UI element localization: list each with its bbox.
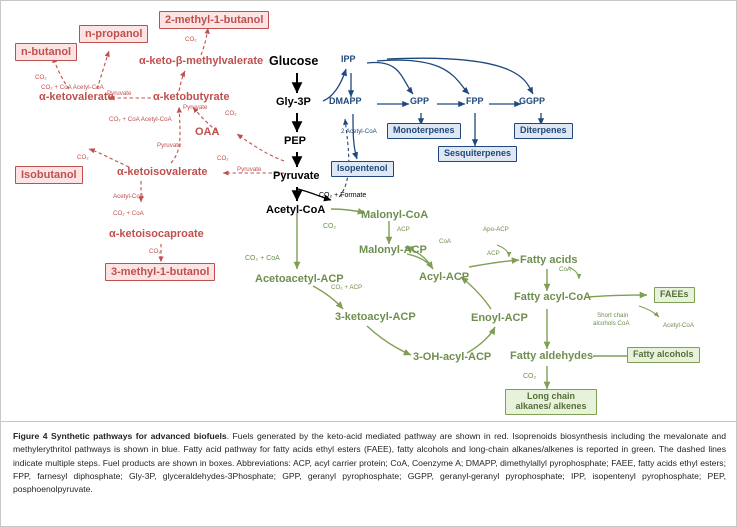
- node-ipp: IPP: [341, 54, 356, 64]
- edge-label-pyruvate-3: Pyruvate: [237, 166, 262, 173]
- edge-label-apo-acp: Apo-ACP: [483, 226, 509, 233]
- pathway-diagram: [1, 1, 737, 419]
- node-oaa: OAA: [195, 126, 220, 138]
- product-n-butanol: n-butanol: [15, 43, 77, 61]
- edge-label-acetyl-coa-small: Acetyl-CoA: [113, 193, 144, 200]
- product-monoterpenes: Monoterpenes: [387, 123, 461, 139]
- edge-label-co2-c: CO₂: [225, 110, 237, 117]
- product-fatty-alcohols: Fatty alcohols: [627, 347, 700, 363]
- product-isobutanol: Isobutanol: [15, 166, 83, 184]
- figure-caption: [1, 421, 737, 527]
- edge-label-acp: ACP: [397, 226, 410, 233]
- edge-label-2-acetyl-coa: 2 Acetyl-CoA: [341, 128, 377, 135]
- node-keto-beta-methylvalerate: α-keto-β-methylvalerate: [139, 55, 264, 67]
- node-acetyl-coa: Acetyl-CoA: [266, 204, 326, 216]
- edge-label-co2-acp: CO₂ + ACP: [331, 284, 363, 291]
- edge-label-co2-coa-acetylcoa-2: CO₂ + CoA Acetyl-CoA: [109, 116, 172, 123]
- edge-label-co2-d: CO₂: [217, 155, 229, 162]
- node-pep: PEP: [284, 135, 307, 147]
- edge-label-acp-2: ACP: [487, 250, 500, 257]
- edge-label-pyruvate-2: Pyruvate: [157, 142, 182, 149]
- product-sesquiterpenes: Sesquiterpenes: [438, 146, 517, 162]
- edge-label-co2-g: CO₂: [523, 373, 537, 380]
- edge-label-co2-coa-2: CO₂ + CoA: [245, 255, 280, 262]
- caption-body: . Fuels generated by the keto-acid mediated pathway are shown in red. Isoprenoids biosynthesis including the mevalonate and methylerythritol pathways is shown in blue. Fatty acid pathway for fatty acids ethyl esters (FAEE), fatty alcohols and long-chain alkanes/alkenes is reported in green. The dashed lines indicate multiple steps. Fuel products are shown in boxes. Abbreviations: ACP, acyl carrier protein; CoA, Coenzyme A; DMAPP, dimethylallyl pyrophosphate; FAEE, fatty acids ethyl esters; FPP, farnesyl diphosphate; Gly-3P, glyceraldehydes-3Phosphate; GPP, geranyl pyrophosphate; GGPP, geranyl-geranyl pyrophosphate; IPP, isopentenyl pyrophosphate; PEP, posphoenolpyruvate.: [13, 431, 726, 495]
- product-long-chain-alkanes-alkenes: [505, 389, 597, 415]
- edge-label-pyruvate-1: Pyruvate: [107, 90, 132, 97]
- node-fatty-acyl-coa: Fatty acyl-CoA: [514, 291, 592, 303]
- edge-label-acetyl-coa-3: Acetyl-CoA: [663, 322, 694, 329]
- edge-label-co2-formate: CO₂ + Formate: [319, 192, 367, 199]
- node-ggpp: GGPP: [519, 96, 546, 106]
- node-acyl-acp: Acyl-ACP: [419, 271, 470, 283]
- node-malonyl-coa: Malonyl-CoA: [361, 209, 429, 221]
- edge-label-co2-f: CO₂: [323, 223, 337, 230]
- node-gly3p: Gly-3P: [276, 96, 311, 108]
- product-2-methyl-1-butanol: 2-methyl-1-butanol: [159, 11, 269, 29]
- edge-label-co2-isobutanol: CO₂: [77, 154, 89, 161]
- product-isopentenol: Isopentenol: [331, 161, 394, 177]
- product-faees: FAEEs: [654, 287, 695, 303]
- node-ketoisocaproate: α-ketoisocaproate: [109, 228, 204, 240]
- node-enoyl-acp: Enoyl-ACP: [471, 312, 528, 324]
- edge-label-co2-coa: CO₂ + CoA: [113, 210, 144, 217]
- edge-label-alcohols-coa: alcohols CoA: [593, 320, 630, 327]
- node-fatty-acids: Fatty acids: [520, 254, 578, 266]
- caption-title: Synthetic pathways for advanced biofuels: [50, 431, 227, 441]
- node-pyruvate: Pyruvate: [273, 170, 320, 182]
- node-gpp: GPP: [410, 96, 430, 106]
- product-diterpenes: Diterpenes: [514, 123, 573, 139]
- product-n-propanol: n-propanol: [79, 25, 148, 43]
- edge-label-pyruvate-ketobutyrate: Pyruvate: [183, 104, 208, 111]
- node-fpp: FPP: [466, 96, 484, 106]
- long-chain-line-2: alkanes/ alkenes: [515, 400, 587, 411]
- node-ketoisovalerate: α-ketoisovalerate: [117, 166, 208, 178]
- node-fatty-aldehydes: Fatty aldehydes: [510, 350, 594, 362]
- long-chain-line-1: Long chain: [527, 391, 575, 401]
- node-malonyl-acp: Malonyl-ACP: [359, 244, 427, 256]
- node-dmapp: DMAPP: [329, 96, 362, 106]
- node-acetoacetyl-acp: Acetoacetyl-ACP: [255, 273, 344, 285]
- node-ketovalerate: α-ketovalerate: [39, 91, 114, 103]
- product-3-methyl-1-butanol: 3-methyl-1-butanol: [105, 263, 215, 281]
- edge-label-short-chain: Short chain: [597, 312, 629, 319]
- node-glucose: Glucose: [269, 54, 319, 68]
- node-ketobutyrate: α-ketobutyrate: [153, 91, 230, 103]
- edge-label-co2-b: CO₂: [185, 36, 197, 43]
- node-3-ketoacyl-acp: 3-ketoacyl-ACP: [335, 311, 416, 323]
- edge-label-co2-a: CO₂: [35, 74, 47, 81]
- edge-label-co2-coa-acetylcoa: CO₂ + CoA Acetyl-CoA: [41, 84, 104, 91]
- edge-label-co2-e: CO₂: [149, 248, 161, 255]
- edge-label-coa-2: CoA: [559, 266, 572, 273]
- node-3-oh-acyl-acp: 3-OH-acyl-ACP: [413, 351, 492, 363]
- caption-label: Figure 4: [13, 431, 51, 441]
- edge-label-coa-1: CoA: [439, 238, 452, 245]
